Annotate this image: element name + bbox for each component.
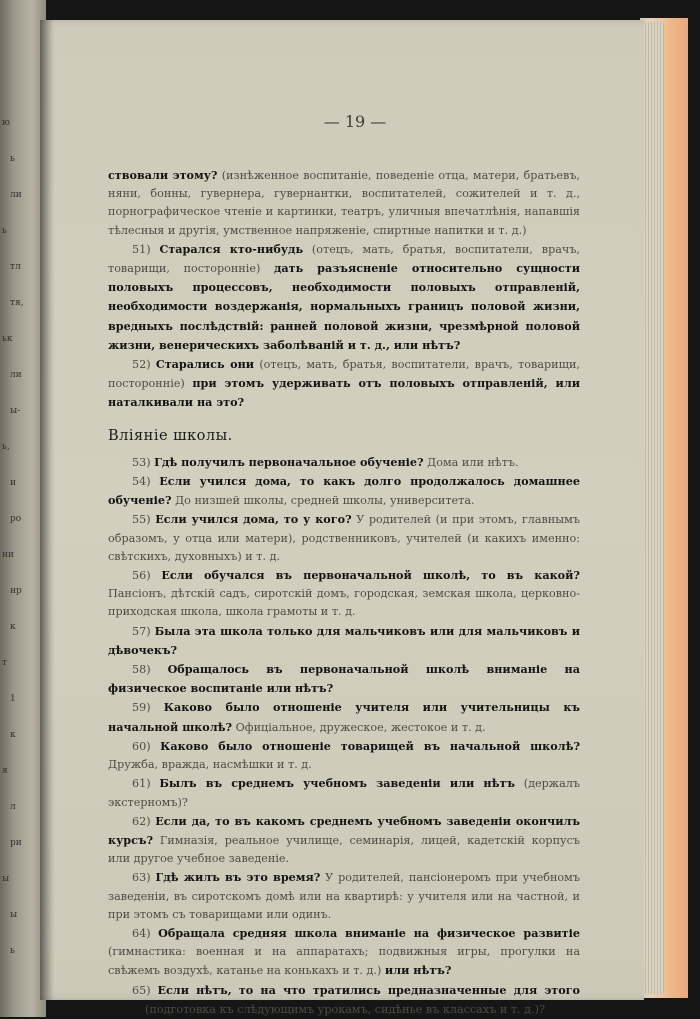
left-page-fragment: ь, bbox=[2, 442, 10, 452]
plain-text: У родителей (и при этомъ, главнымъ образомъ, у отца или матери), родственниковъ, учителей (и какихъ именно: свѣтскихъ, духовныхъ) и т. д. bbox=[108, 513, 580, 563]
plain-text: 52) bbox=[132, 358, 156, 372]
page-body-text bbox=[108, 166, 580, 1019]
plain-text: (гимнастика: военная и на аппаратахъ; подвижныя игры, прогулки на свѣжемъ воздухѣ, катанье на конькахъ и т. д.) bbox=[108, 945, 580, 978]
left-page-fragment: и bbox=[10, 478, 16, 488]
left-page-fragment: л bbox=[10, 802, 16, 812]
plain-text: (изнѣженное воспитаніе, поведеніе отца, матери, братьевъ, няни, бонны, гувернера, гувернантки, воспитателей, сожителей и т. д., порнографическое чтеніе и картинки, театръ, уличныя впечатлѣнія, напавшія тѣлесныя и другія, умственное напряженіе, спиртные напитки и т. д.) bbox=[108, 169, 580, 237]
bold-text: Обращала средняя школа вниманіе на физическое развитіе bbox=[158, 925, 580, 940]
bold-text: Былъ въ среднемъ учебномъ заведеніи или нѣтъ bbox=[159, 776, 515, 791]
bold-text: или нѣтъ? bbox=[384, 963, 452, 978]
question-63 bbox=[108, 868, 580, 924]
plain-text: 55) bbox=[132, 513, 156, 527]
bold-text: Гдѣ жилъ въ это время? bbox=[155, 870, 321, 885]
left-page-fragment: ы bbox=[2, 874, 10, 884]
plain-text: До низшей школы, средней школы, университета. bbox=[171, 494, 475, 508]
plain-text: 58) bbox=[132, 663, 168, 677]
question-59 bbox=[108, 698, 580, 736]
plain-text: 54) bbox=[132, 475, 160, 489]
plain-text: 62) bbox=[132, 814, 156, 828]
left-page-fragment: я bbox=[2, 766, 8, 776]
plain-text: 65) bbox=[132, 983, 158, 997]
plain-text: 59) bbox=[132, 701, 164, 715]
bold-text: Если учился дома, то у кого? bbox=[155, 512, 352, 527]
question-55 bbox=[108, 510, 580, 566]
left-page-fragment: нр bbox=[10, 586, 22, 596]
left-page-fragment: ь bbox=[10, 154, 15, 164]
bold-text: Гдѣ получилъ первоначальное обученіе? bbox=[154, 454, 424, 469]
bold-text: Была эта школа только для мальчиковъ или для мальчиковъ и дѣвочекъ? bbox=[108, 623, 580, 657]
bold-text: при этомъ удерживать отъ половыхъ отправленій, или наталкивали на это? bbox=[108, 376, 581, 410]
question-52 bbox=[108, 355, 580, 413]
left-page-fragment: ю bbox=[2, 118, 10, 128]
question-53 bbox=[108, 453, 580, 472]
plain-text: Дружба, вражда, насмѣшки и т. д. bbox=[108, 758, 312, 772]
question-64 bbox=[108, 924, 580, 981]
question-60 bbox=[108, 737, 580, 774]
plain-text: (отецъ, мать, братья, воспитатели, врачъ, товарищи, посторонніе) bbox=[108, 242, 580, 276]
section-heading: Вліяніе школы. bbox=[108, 427, 233, 444]
left-page-fragment: ьк bbox=[2, 334, 13, 344]
plain-text: 56) bbox=[132, 569, 162, 583]
left-page-fragment: 1 bbox=[10, 694, 16, 704]
left-page-fragment: ни bbox=[2, 550, 14, 560]
left-page-fragment: к bbox=[10, 730, 16, 740]
bold-text: Старались они bbox=[155, 357, 255, 372]
plain-text: 64) bbox=[132, 926, 159, 940]
bold-text: Обращалось въ первоначальной школѣ вниманіе на физическое воспитаніе или нѣтъ? bbox=[108, 662, 580, 696]
question-61 bbox=[108, 774, 580, 811]
question-56 bbox=[108, 566, 580, 622]
left-page-fragment: ли bbox=[10, 370, 22, 380]
left-page-fragment: тя, bbox=[10, 298, 24, 308]
bold-text: Если учился дома, то какъ долго продолжалось домашнее обученіе? bbox=[108, 474, 580, 508]
bold-text: ствовали этому? bbox=[108, 168, 218, 182]
bold-text: Если да, то въ какомъ среднемъ учебномъ заведеніи окончилъ курсъ? bbox=[108, 813, 580, 847]
bold-text: дать разъясненіе относительно сущности половыхъ процессовъ, необходимости половыхъ отправленій, необходимости воздержанія, нормальныхъ границъ половой жизни, вредныхъ послѣдствій: ранней половой жизни, чрезмѣрной половой жизни, венерическихъ заболѣваній и т. д., или нѣтъ? bbox=[108, 261, 580, 352]
plain-text: Пансіонъ, дѣтскій садъ, сиротскій домъ, городская, земская школа, церковно-приходская школа, школа грамоты и т. д. bbox=[108, 587, 580, 619]
plain-text: 63) bbox=[132, 871, 156, 885]
left-page-fragment: ли bbox=[10, 190, 22, 200]
plain-text: 61) bbox=[132, 777, 160, 791]
plain-text: Гимназія, реальное училище, семинарія, лицей, кадетскій корпусъ или другое учебное заведеніе. bbox=[108, 833, 580, 866]
spine-shadow bbox=[40, 20, 54, 1000]
left-page-fragment: ро bbox=[10, 514, 22, 524]
book-page bbox=[40, 20, 644, 1016]
left-page-fragment: ы bbox=[10, 910, 18, 920]
question-62 bbox=[108, 812, 580, 869]
left-page-fragment: тл bbox=[10, 262, 21, 272]
bold-text: Если нѣтъ, то на что тратились предназначенные для этого часы bbox=[108, 982, 580, 1016]
left-page-fragment: ь bbox=[2, 226, 7, 236]
plain-text: 60) bbox=[132, 739, 161, 753]
question-57 bbox=[108, 622, 580, 660]
plain-text: Дома или нѣтъ. bbox=[423, 455, 519, 469]
plain-text: 57) bbox=[132, 624, 155, 638]
question-51 bbox=[108, 240, 580, 355]
page-number: — 19 — bbox=[323, 112, 387, 131]
bold-text: Каково было отношеніе товарищей въ начальной школѣ? bbox=[160, 738, 580, 753]
plain-text: 51) bbox=[132, 242, 160, 256]
plain-text: (подготовка къ слѣдующимъ урокамъ, сидѣнье въ классахъ и т. д.)? bbox=[141, 1002, 545, 1016]
question-65 bbox=[108, 981, 580, 1019]
plain-text: Офиціальное, дружеское, жестокое и т. д. bbox=[232, 720, 486, 734]
bold-text: Если обучался въ первоначальной школѣ, то въ какой? bbox=[161, 568, 580, 583]
plain-text: 53) bbox=[132, 455, 155, 469]
left-page-fragment: ы- bbox=[10, 406, 21, 416]
question-54 bbox=[108, 472, 580, 510]
left-page-fragment: ь bbox=[10, 946, 15, 956]
left-page-fragment: к bbox=[10, 622, 16, 632]
bold-text: Старался кто-нибудь bbox=[159, 241, 304, 256]
plain-text: У родителей, пансіонеромъ при учебномъ заведеніи, въ сиротскомъ домѣ или на квартирѣ: у учителя или на частной, и при этомъ съ товарищами или одинъ. bbox=[108, 871, 580, 921]
bold-text: Каково было отношеніе учителя или учительницы къ начальной школѣ? bbox=[108, 700, 580, 734]
plain-text: (держалъ экстерномъ)? bbox=[108, 777, 580, 809]
plain-text: (отецъ, мать, братья, воспитатели, врачъ, товарищи, посторонніе) bbox=[108, 358, 580, 391]
left-page-fragment: т bbox=[2, 658, 7, 668]
question-58 bbox=[108, 660, 580, 698]
left-page-fragment: ри bbox=[10, 838, 22, 848]
continued-paragraph bbox=[108, 166, 580, 240]
